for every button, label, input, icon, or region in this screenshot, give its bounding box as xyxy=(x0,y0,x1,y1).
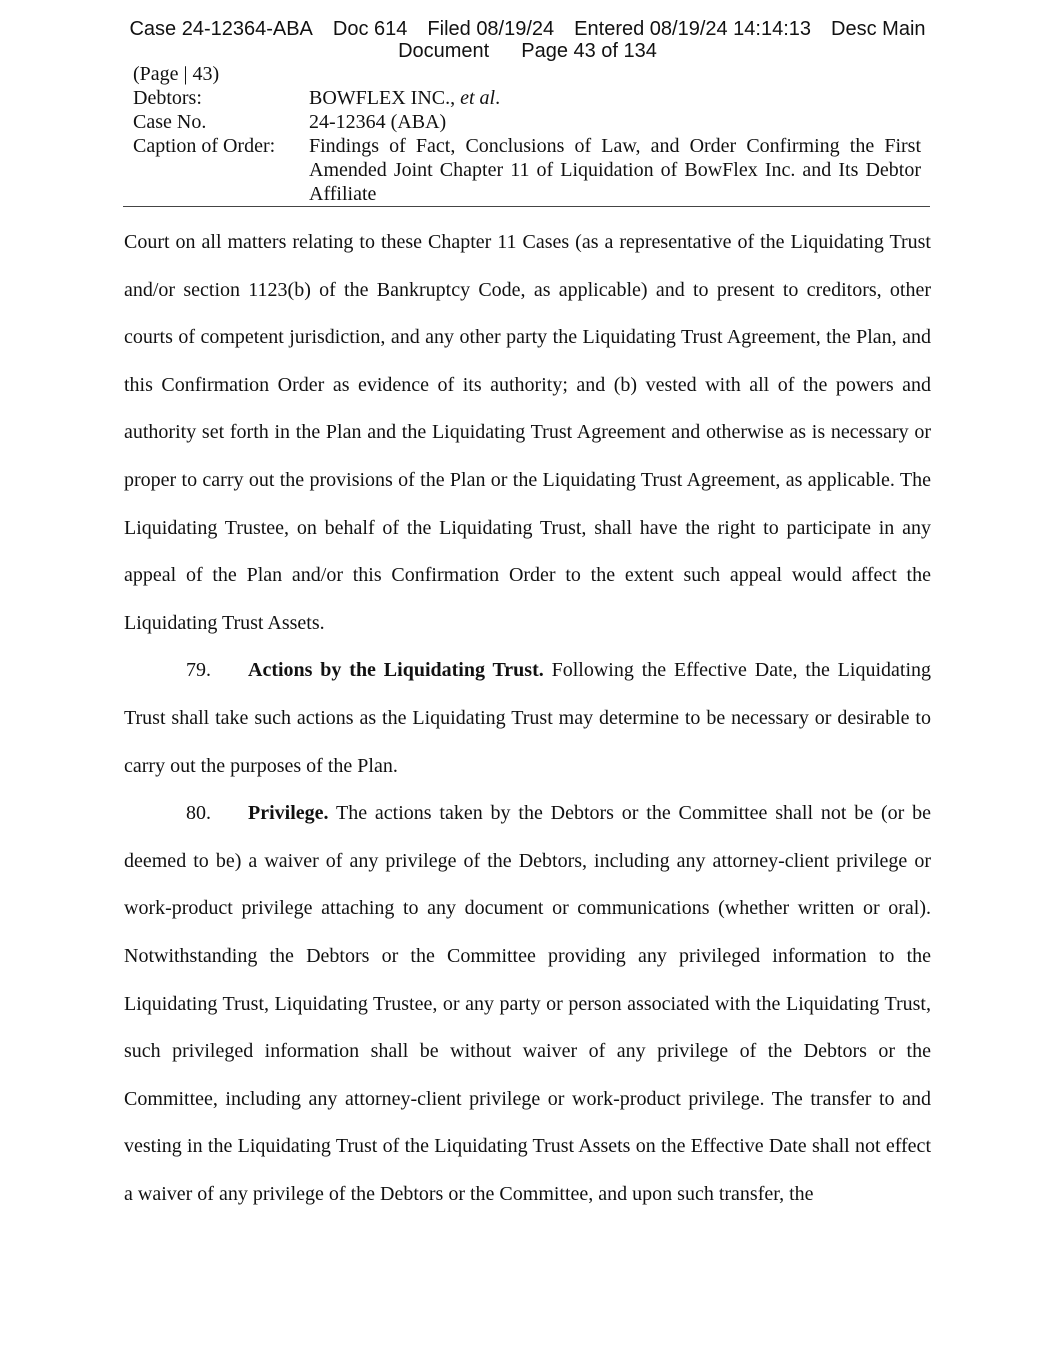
caption-page-row xyxy=(123,62,930,86)
ecf-entered-date: Entered 08/19/24 14:14:13 xyxy=(574,18,812,40)
paragraph-heading: Actions by the Liquidating Trust. xyxy=(248,659,544,682)
paragraph-heading: Privilege. xyxy=(248,802,329,825)
order-body xyxy=(124,219,931,1218)
caption-debtors-row xyxy=(123,86,930,110)
caption-debtors-label: Debtors: xyxy=(133,87,202,109)
paragraph-number: 79. xyxy=(186,659,211,682)
debtors-name: BOWFLEX INC., xyxy=(309,87,456,109)
ecf-filing-header xyxy=(0,18,1055,62)
continuation-paragraph: Court on all matters relating to these Chapter 11 Cases (as a representative of the Liquidating Trust and/or section 1123(b) of the Bankruptcy Code, as applicable) and to present to creditors, other courts of competent jurisdiction, and any other party the Liquidating Trust Agreement, the Plan, and this Confirmation Order as evidence of its authority; and (b) vested with all of the powers and authority set forth in the Plan and the Liquidating Trust Agreement and otherwise as is necessary or proper to carry out the provisions of the Plan or the Liquidating Trust Agreement, as applicable. The Liquidating Trustee, on behalf of the Liquidating Trust, shall have the right to participate in any appeal of the Plan and/or this Confirmation Order to the extent such appeal would affect the Liquidating Trust Assets. xyxy=(124,231,931,634)
caption-order-row xyxy=(123,134,930,206)
ecf-header-line-1 xyxy=(0,18,1055,40)
paragraph-text: Following the Effective Date, the Liquidating Trust shall take such actions as the Liquidating Trust may determine to be necessary or desirable to carry out the purposes of the Plan. xyxy=(124,659,932,777)
ecf-doc-number: Doc 614 xyxy=(332,18,408,40)
order-caption xyxy=(123,62,930,207)
caption-case-row xyxy=(123,110,930,134)
ecf-case-number: Case 24-12364-ABA xyxy=(129,18,313,40)
ecf-description: Desc Main xyxy=(831,18,926,40)
debtors-et-al: et al xyxy=(460,87,496,109)
caption-order-value: Findings of Fact, Conclusions of Law, and Order Confirming the First Amended Joint Chapter 11 of Liquidation of BowFlex Inc. and Its Debtor Affiliate xyxy=(309,135,921,205)
ecf-document-label: Document xyxy=(398,40,490,62)
paragraph-number: 80. xyxy=(186,802,211,825)
paragraph-text: The actions taken by the Debtors or the Committee shall not be (or be deemed to be) a waiver of any privilege of the Debtors, including any attorney-client privilege or work-product privilege attaching to any document or communications (whether written or oral). Notwithstanding the Debtors or the Committee providing any privileged information to the Liquidating Trust, Liquidating Trustee, or any party or person associated with the Liquidating Trust, such privileged information shall be without waiver of any privilege of the Debtors or the Committee, including any attorney-client privilege or work-product privilege. The transfer to and vesting in the Liquidating Trust of the Liquidating Trust Assets on the Effective Date shall not effect a waiver of any privilege of the Debtors or the Committee, and upon such transfer, the xyxy=(124,802,931,1205)
caption-case-label: Case No. xyxy=(133,111,207,133)
debtors-period: . xyxy=(495,87,501,109)
ecf-header-line-2 xyxy=(0,40,1055,62)
paragraph-80 xyxy=(124,790,931,1218)
paragraph-79 xyxy=(124,647,931,790)
caption-page-ref: (Page | 43) xyxy=(133,63,220,85)
ecf-filed-date: Filed 08/19/24 xyxy=(427,18,555,40)
caption-debtors-value xyxy=(309,86,930,110)
caption-order-label: Caption of Order: xyxy=(133,135,276,157)
caption-case-value: 24-12364 (ABA) xyxy=(309,111,447,133)
ecf-page-count: Page 43 of 134 xyxy=(521,40,657,62)
